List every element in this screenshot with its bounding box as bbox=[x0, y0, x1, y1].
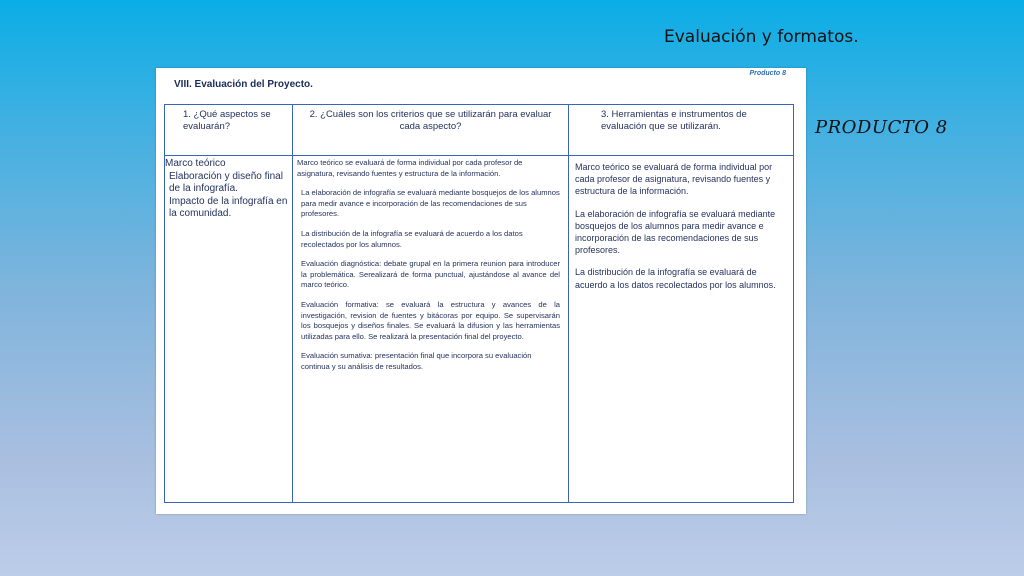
criteria-cell bbox=[293, 156, 569, 502]
tools-paragraph: La elaboración de infografía se evaluará mediante bosquejos de los alumnos para medir avance e incorporación de las recomendaciones de sus profesores. bbox=[575, 208, 776, 256]
criteria-paragraph: Evaluación diagnóstica: debate grupal en la primera reunion para introducer la problemática. Serealizará de forma punctual, ajustándose al avance del marco teórico. bbox=[301, 259, 560, 290]
criteria-paragraph: La elaboración de infografía se evaluará mediante bosquejos de los alumnos para medir avance e incorporación de las recomendaciones de sus profesores. bbox=[301, 188, 560, 219]
column-header-criteria: 2. ¿Cuáles son los criterios que se utilizarán para evaluar cada aspecto? bbox=[293, 105, 569, 156]
tools-cell bbox=[569, 156, 793, 502]
evaluation-document bbox=[156, 68, 806, 514]
criteria-paragraph: Evaluación sumativa: presentación final que incorpora su evaluación continua y su análisis de resultados. bbox=[301, 351, 532, 371]
criteria-paragraph: La distribución de la infografía se evaluará de acuerdo a los datos recolectados por los alumnos. bbox=[301, 228, 523, 249]
column-header-aspects: 1. ¿Qué aspectos se evaluarán? bbox=[165, 105, 293, 156]
product-tag: Producto 8 bbox=[749, 70, 786, 77]
column-header-tools: 3. Herramientas e instrumentos de evaluación que se utilizarán. bbox=[569, 105, 793, 156]
product-label: PRODUCTO 8 bbox=[815, 117, 948, 138]
aspect-item: Elaboración y diseño final de la infografía. bbox=[169, 170, 283, 194]
aspect-item: Impacto de la infografía en la comunidad. bbox=[169, 195, 288, 219]
aspects-cell bbox=[165, 156, 293, 502]
evaluation-table bbox=[164, 104, 794, 503]
slide-title: Evaluación y formatos. bbox=[664, 27, 859, 47]
criteria-paragraph: Evaluación formativa: se evaluará la estructura y avances de la investigación, revision de fuentes y bitácoras por equipo. Se supervisarán los bosquejos y diseños finales. Se evaluará la difusion y las herramientas utilizadas para ello. Se realizará la presentación final del proyecto. bbox=[301, 299, 560, 341]
aspect-item: Marco teórico bbox=[165, 158, 226, 169]
criteria-paragraph: Marco teórico se evaluará de forma individual por cada profesor de asignatura, revisando fuentes y estructura de la información. bbox=[297, 158, 523, 178]
document-heading: VIII. Evaluación del Proyecto. bbox=[174, 79, 313, 90]
tools-paragraph: Marco teórico se evaluará de forma individual por cada profesor de asignatura, revisando fuentes y estructura de la información. bbox=[575, 162, 773, 197]
tools-paragraph: La distribución de la infografía se evaluará de acuerdo a los datos recolectados por los alumnos. bbox=[575, 267, 776, 290]
